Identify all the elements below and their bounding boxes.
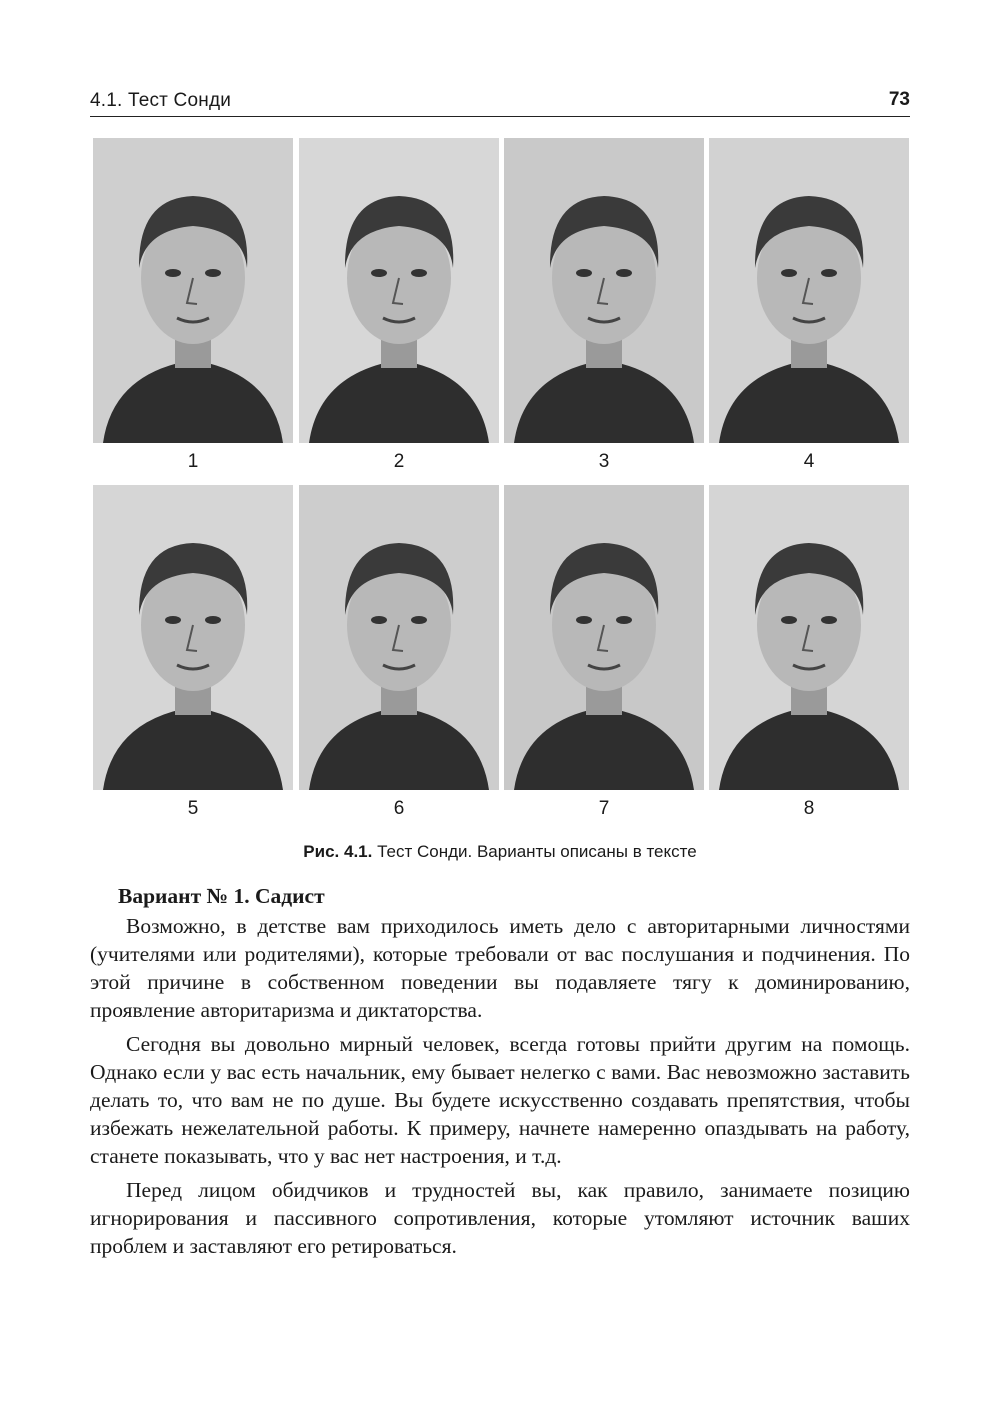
portrait-image-6 xyxy=(299,485,499,790)
portrait-svg-4 xyxy=(709,138,909,443)
figure-caption xyxy=(0,842,1000,862)
portrait-right-eye-4 xyxy=(821,269,837,277)
portrait-left-eye-7 xyxy=(576,616,592,624)
page-number: 73 xyxy=(888,89,910,110)
portrait-left-eye-3 xyxy=(576,269,592,277)
portrait-image-7 xyxy=(504,485,704,790)
portrait-number-6: 6 xyxy=(393,798,405,819)
portrait-svg-2 xyxy=(299,138,499,443)
portrait-svg-8 xyxy=(709,485,909,790)
portrait-clothing-8 xyxy=(719,707,899,790)
portrait-clothing-7 xyxy=(514,707,694,790)
portrait-image-8 xyxy=(709,485,909,790)
portrait-left-eye-2 xyxy=(371,269,387,277)
portrait-number-1: 1 xyxy=(187,451,199,472)
portrait-clothing-4 xyxy=(719,360,899,443)
portrait-svg-6 xyxy=(299,485,499,790)
portrait-clothing-5 xyxy=(103,707,283,790)
variant-heading: Вариант № 1. Садист xyxy=(118,884,325,908)
portrait-image-4 xyxy=(709,138,909,443)
portrait-left-eye-8 xyxy=(781,616,797,624)
portrait-left-eye-5 xyxy=(165,616,181,624)
figure-caption-text: Тест Сонди. Варианты описаны в тексте xyxy=(377,842,697,861)
portrait-number-7: 7 xyxy=(598,798,610,819)
article-body xyxy=(90,882,910,1266)
portrait-svg-5 xyxy=(93,485,293,790)
portrait-svg-3 xyxy=(504,138,704,443)
portrait-clothing-1 xyxy=(103,360,283,443)
portrait-right-eye-3 xyxy=(616,269,632,277)
portrait-image-1 xyxy=(93,138,293,443)
portrait-svg-7 xyxy=(504,485,704,790)
portrait-clothing-2 xyxy=(309,360,489,443)
portrait-right-eye-5 xyxy=(205,616,221,624)
portrait-clothing-3 xyxy=(514,360,694,443)
portrait-image-3 xyxy=(504,138,704,443)
portrait-left-eye-1 xyxy=(165,269,181,277)
portrait-number-5: 5 xyxy=(187,798,199,819)
portrait-number-4: 4 xyxy=(803,451,815,472)
section-title: 4.1. Тест Сонди xyxy=(90,90,232,111)
paragraph-2: Сегодня вы довольно мирный человек, всегда готовы прийти другим на помощь. Однако если у вас есть начальник, ему бывает нелегко с вами. Вас невозможно заставить делать то, что вам не по душе. Вы будете искусственно создавать препятствия, чтобы избежать нежелательной работы. К примеру, начнете намеренно опаздывать на работу, станете показывать, что у вас нет настроения, и т.д. xyxy=(90,1032,910,1168)
portrait-left-eye-6 xyxy=(371,616,387,624)
portrait-svg-1 xyxy=(93,138,293,443)
portrait-right-eye-8 xyxy=(821,616,837,624)
portrait-right-eye-1 xyxy=(205,269,221,277)
portrait-clothing-6 xyxy=(309,707,489,790)
portrait-right-eye-2 xyxy=(411,269,427,277)
paragraph-3: Перед лицом обидчиков и трудностей вы, как правило, занимаете позицию игнорирования и пассивного сопротивления, которые утомляют источник ваших проблем и заставляют его ретироваться. xyxy=(90,1178,910,1258)
running-header xyxy=(90,86,910,117)
portrait-number-8: 8 xyxy=(803,798,815,819)
portrait-right-eye-7 xyxy=(616,616,632,624)
portrait-image-2 xyxy=(299,138,499,443)
paragraph-1: Возможно, в детстве вам приходилось иметь дело с авторитарными личностями (учителями или родителями), которые требовали от вас послушания и подчинения. По этой причине в собственном поведении вы подавляете тягу к доминированию, проявление авторитаризма и диктаторства. xyxy=(90,914,910,1022)
portrait-left-eye-4 xyxy=(781,269,797,277)
portrait-number-3: 3 xyxy=(598,451,610,472)
figure-caption-label: Рис. 4.1. xyxy=(303,842,373,861)
portrait-right-eye-6 xyxy=(411,616,427,624)
portrait-image-5 xyxy=(93,485,293,790)
portrait-number-2: 2 xyxy=(393,451,405,472)
